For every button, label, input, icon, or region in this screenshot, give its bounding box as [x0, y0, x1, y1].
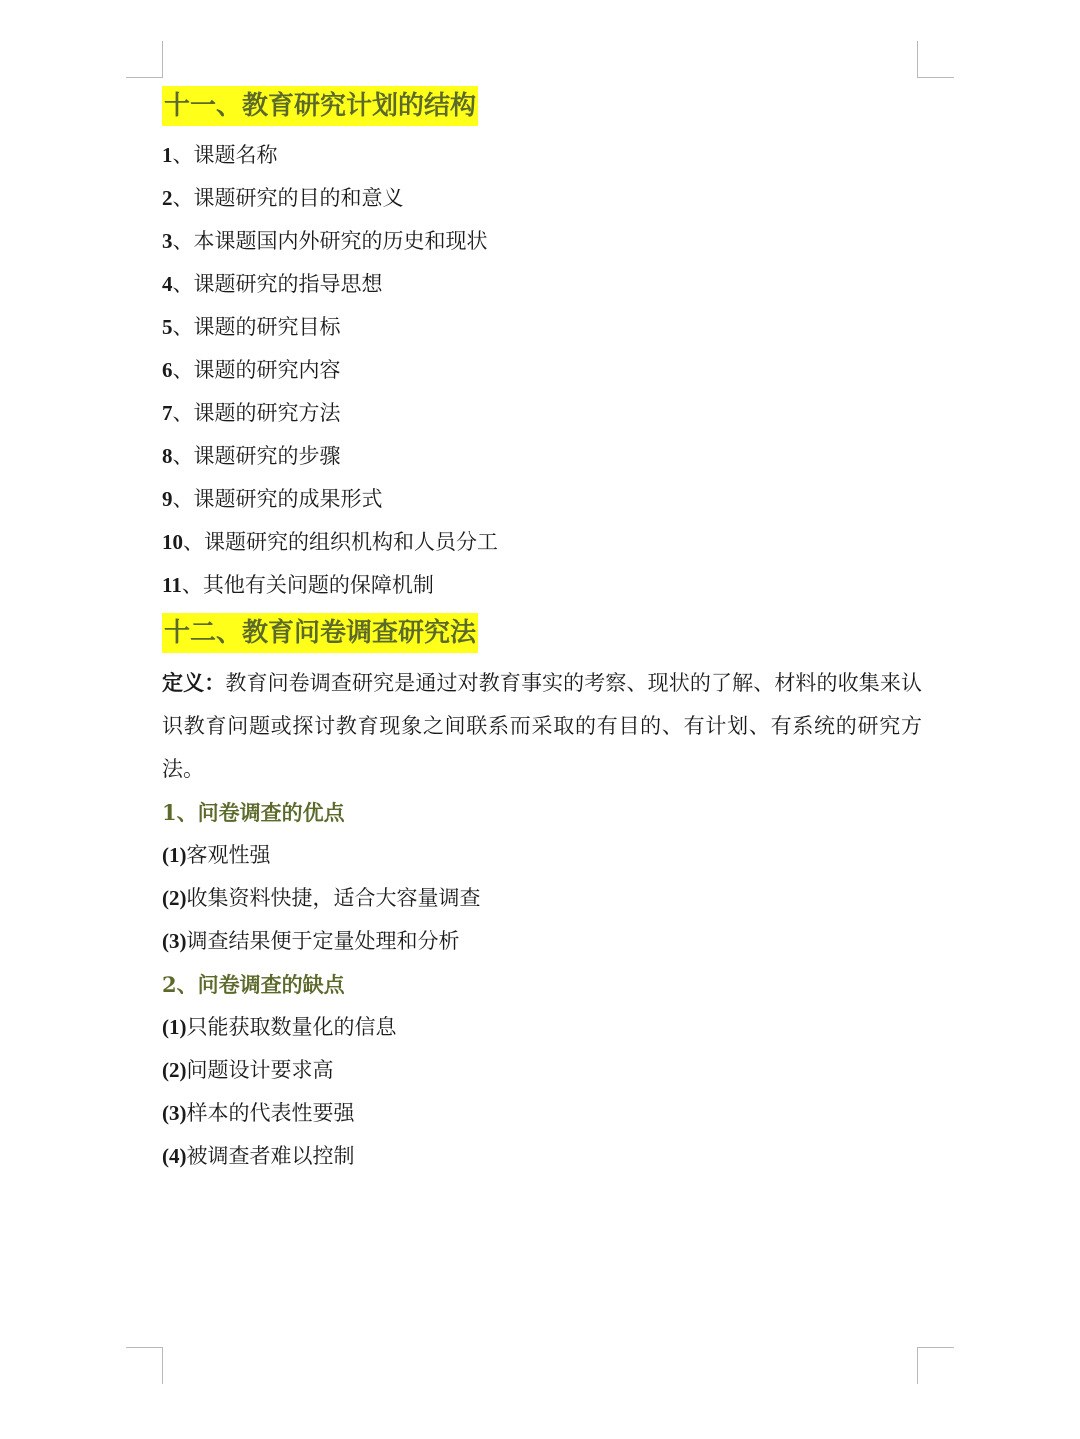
advantages-list: [162, 834, 922, 963]
list-item: 6、课题的研究内容: [162, 358, 341, 382]
section-heading-12: [162, 613, 922, 653]
section-heading-11-text: 十一、教育研究计划的结构: [162, 86, 478, 126]
list-item: 3、本课题国内外研究的历史和现状: [162, 229, 488, 253]
definition-text: 教育问卷调查研究是通过对教育事实的考察、现状的了解、材料的收集来认识教育问题或探讨教育现象之间联系而采取的有目的、有计划、有系统的研究方法。: [162, 671, 922, 781]
list-item: (3)调查结果便于定量处理和分析: [162, 929, 460, 953]
section-heading-11: [162, 86, 922, 126]
section-heading-12-text: 十二、教育问卷调查研究法: [162, 613, 478, 653]
advantages-heading: 1、问卷调查的优点: [162, 800, 345, 825]
page-corner-mark-top-right: [917, 41, 954, 78]
list-item: 1、课题名称: [162, 143, 278, 167]
list-item: (1)只能获取数量化的信息: [162, 1015, 397, 1039]
definition-label: 定义：: [162, 670, 226, 695]
plan-structure-list: [162, 134, 922, 607]
list-item: 10、课题研究的组织机构和人员分工: [162, 530, 498, 554]
list-item: (1)客观性强: [162, 843, 271, 867]
list-item: (2)收集资料快捷，适合大容量调查: [162, 886, 481, 910]
list-item: 9、课题研究的成果形式: [162, 487, 383, 511]
page-corner-mark-bottom-left: [126, 1347, 163, 1384]
page-corner-mark-bottom-right: [917, 1347, 954, 1384]
list-item: (3)样本的代表性要强: [162, 1101, 355, 1125]
list-item: 2、课题研究的目的和意义: [162, 186, 404, 210]
list-item: 11、其他有关问题的保障机制: [162, 573, 434, 597]
list-item: (4)被调查者难以控制: [162, 1144, 355, 1168]
list-item: 5、课题的研究目标: [162, 315, 341, 339]
document-body: [162, 86, 922, 1178]
list-item: 7、课题的研究方法: [162, 401, 341, 425]
page-corner-mark-top-left: [126, 41, 163, 78]
list-item: 4、课题研究的指导思想: [162, 272, 383, 296]
list-item: (2)问题设计要求高: [162, 1058, 334, 1082]
disadvantages-heading: 2、问卷调查的缺点: [162, 972, 345, 997]
list-item: 8、课题研究的步骤: [162, 444, 341, 468]
disadvantages-list: [162, 1006, 922, 1178]
definition-paragraph: [162, 661, 922, 791]
